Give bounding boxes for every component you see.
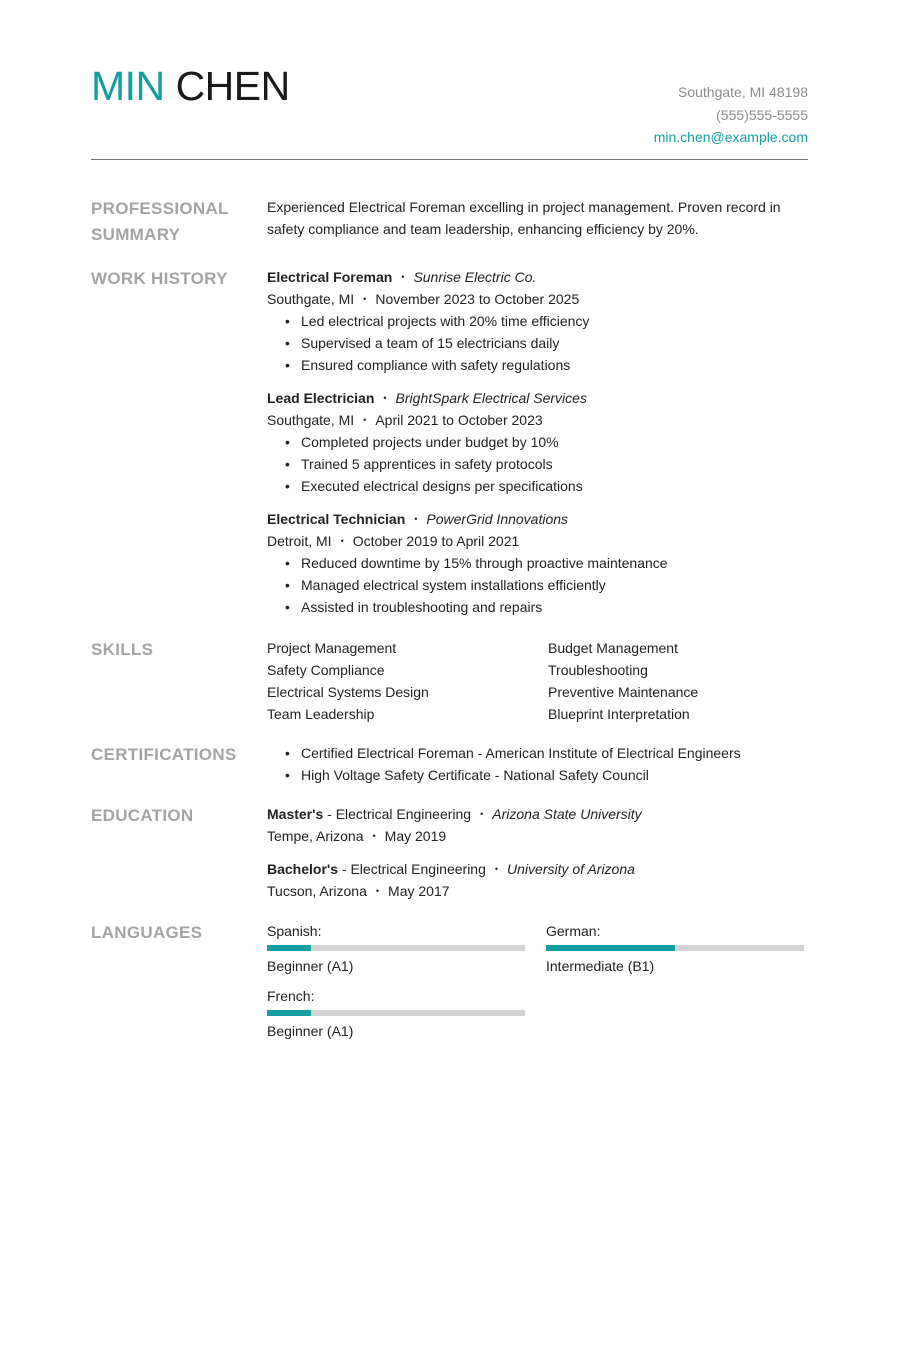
skill-item: Project Management — [267, 640, 397, 656]
job-dates: April 2021 to October 2023 — [375, 412, 543, 428]
separator-dot: • — [372, 831, 376, 841]
education-heading — [267, 858, 808, 880]
languages-section — [91, 920, 808, 1042]
job-title: Electrical Technician — [267, 511, 406, 527]
job-company: Sunrise Electric Co. — [413, 269, 537, 285]
section-title-certifications: CERTIFICATIONS — [91, 745, 237, 764]
graduation-date: May 2017 — [388, 883, 450, 899]
language-name: German: — [546, 923, 601, 939]
separator-dot: • — [494, 864, 499, 874]
job-location: Southgate, MI — [267, 291, 355, 307]
job-bullets — [267, 310, 808, 376]
language-item — [546, 920, 804, 977]
skill-item: Troubleshooting — [548, 662, 648, 678]
job-dates: November 2023 to October 2025 — [375, 291, 580, 307]
cert-item: • High Voltage Safety Certificate - National Safety Council — [285, 764, 808, 786]
graduation-date: May 2019 — [384, 828, 447, 844]
job-bullets — [267, 552, 808, 618]
separator-dot: • — [414, 514, 418, 524]
language-level: Beginner (A1) — [267, 1023, 354, 1039]
job-bullet: • Trained 5 apprentices in safety protocols — [285, 453, 808, 475]
job-meta — [267, 409, 808, 431]
language-name: Spanish: — [267, 923, 322, 939]
separator-dot: • — [401, 272, 405, 282]
education-heading — [267, 803, 808, 825]
summary-section — [91, 196, 808, 248]
job-heading — [267, 266, 808, 288]
separator-dot: • — [363, 294, 367, 304]
language-item — [267, 920, 525, 977]
cert-bullets — [267, 742, 808, 786]
degree: Master's — [267, 806, 324, 822]
school-location: Tucson, Arizona — [267, 883, 367, 899]
separator-dot: • — [480, 809, 484, 819]
job-bullet: • Executed electrical designs per specifications — [285, 475, 808, 497]
field-of-study: - Electrical Engineering — [338, 861, 486, 877]
summary-text: Experienced Electrical Foreman excelling in project management. Proven record in safety compliance and team leadership, enhancing efficiency by 20%. — [267, 199, 781, 237]
job-bullets — [267, 431, 808, 497]
email-link[interactable]: min.chen@example.com — [653, 129, 808, 145]
work-history-section — [91, 266, 808, 618]
school-name: University of Arizona — [507, 861, 635, 877]
proficiency-bar — [546, 945, 804, 951]
skills-grid — [267, 637, 808, 725]
degree: Bachelor's — [267, 861, 339, 877]
job-location: Southgate, MI — [267, 412, 355, 428]
proficiency-fill — [267, 1010, 311, 1016]
job-entry — [267, 508, 808, 618]
separator-dot: • — [340, 536, 344, 546]
proficiency-bar — [267, 1010, 525, 1016]
education-meta — [267, 825, 808, 847]
phone: (555)555-5555 — [716, 106, 808, 123]
language-item — [267, 985, 525, 1042]
languages-grid — [267, 920, 808, 1042]
proficiency-bar — [267, 945, 525, 951]
job-entry — [267, 266, 808, 376]
contact-info — [654, 81, 808, 149]
section-title-education: EDUCATION — [91, 806, 194, 825]
section-title-languages: LANGUAGES — [91, 923, 203, 942]
education-section — [91, 803, 808, 902]
job-bullet: • Supervised a team of 15 electricians daily — [285, 332, 808, 354]
candidate-name — [91, 62, 290, 110]
job-heading — [267, 508, 808, 530]
job-meta — [267, 288, 808, 310]
skills-section — [91, 637, 808, 725]
section-title-skills: SKILLS — [91, 640, 154, 659]
certifications-list — [267, 742, 808, 786]
job-bullet: • Assisted in troubleshooting and repairs — [285, 596, 808, 618]
job-company: BrightSpark Electrical Services — [395, 390, 587, 406]
cert-item: • Certified Electrical Foreman - American Institute of Electrical Engineers — [285, 742, 808, 764]
job-title: Lead Electrician — [267, 390, 375, 406]
job-company: PowerGrid Innovations — [426, 511, 569, 527]
skill-item: Preventive Maintenance — [548, 684, 699, 700]
work-list — [267, 266, 808, 618]
job-meta — [267, 530, 808, 552]
separator-dot: • — [383, 393, 387, 403]
language-level: Beginner (A1) — [267, 958, 354, 974]
job-heading — [267, 387, 808, 409]
skill-item: Blueprint Interpretation — [548, 706, 690, 722]
job-title: Electrical Foreman — [267, 269, 393, 285]
address: Southgate, MI 48198 — [678, 84, 808, 100]
school-name: Arizona State University — [492, 806, 642, 822]
skill-item: Budget Management — [548, 640, 678, 656]
job-bullet: • Ensured compliance with safety regulations — [285, 354, 808, 376]
separator-dot: • — [363, 415, 367, 425]
last-name: CHEN — [175, 63, 290, 109]
job-bullet: • Led electrical projects with 20% time efficiency — [285, 310, 808, 332]
job-location: Detroit, MI — [267, 533, 332, 549]
job-bullet: • Completed projects under budget by 10% — [285, 431, 808, 453]
job-bullet: • Reduced downtime by 15% through proactive maintenance — [285, 552, 808, 574]
field-of-study: - Electrical Engineering — [323, 806, 472, 822]
school-location: Tempe, Arizona — [267, 828, 364, 844]
job-dates: October 2019 to April 2021 — [352, 533, 520, 549]
language-level: Intermediate (B1) — [546, 958, 655, 974]
resume-header — [91, 0, 808, 160]
proficiency-fill — [267, 945, 311, 951]
proficiency-fill — [546, 945, 675, 951]
language-name: French: — [267, 988, 315, 1004]
education-entry — [267, 858, 808, 902]
education-entry — [267, 803, 808, 847]
skill-item: Safety Compliance — [267, 662, 385, 678]
separator-dot: • — [375, 886, 380, 896]
education-meta — [267, 880, 808, 902]
education-list — [267, 803, 808, 902]
skill-item: Electrical Systems Design — [267, 684, 429, 700]
job-entry — [267, 387, 808, 497]
certifications-section — [91, 742, 808, 786]
skill-item: Team Leadership — [267, 706, 375, 722]
section-title-summary: PROFESSIONAL SUMMARY — [91, 199, 229, 244]
first-name: MIN — [91, 63, 165, 109]
job-bullet: • Managed electrical system installations efficiently — [285, 574, 808, 596]
section-title-work: WORK HISTORY — [91, 269, 228, 288]
